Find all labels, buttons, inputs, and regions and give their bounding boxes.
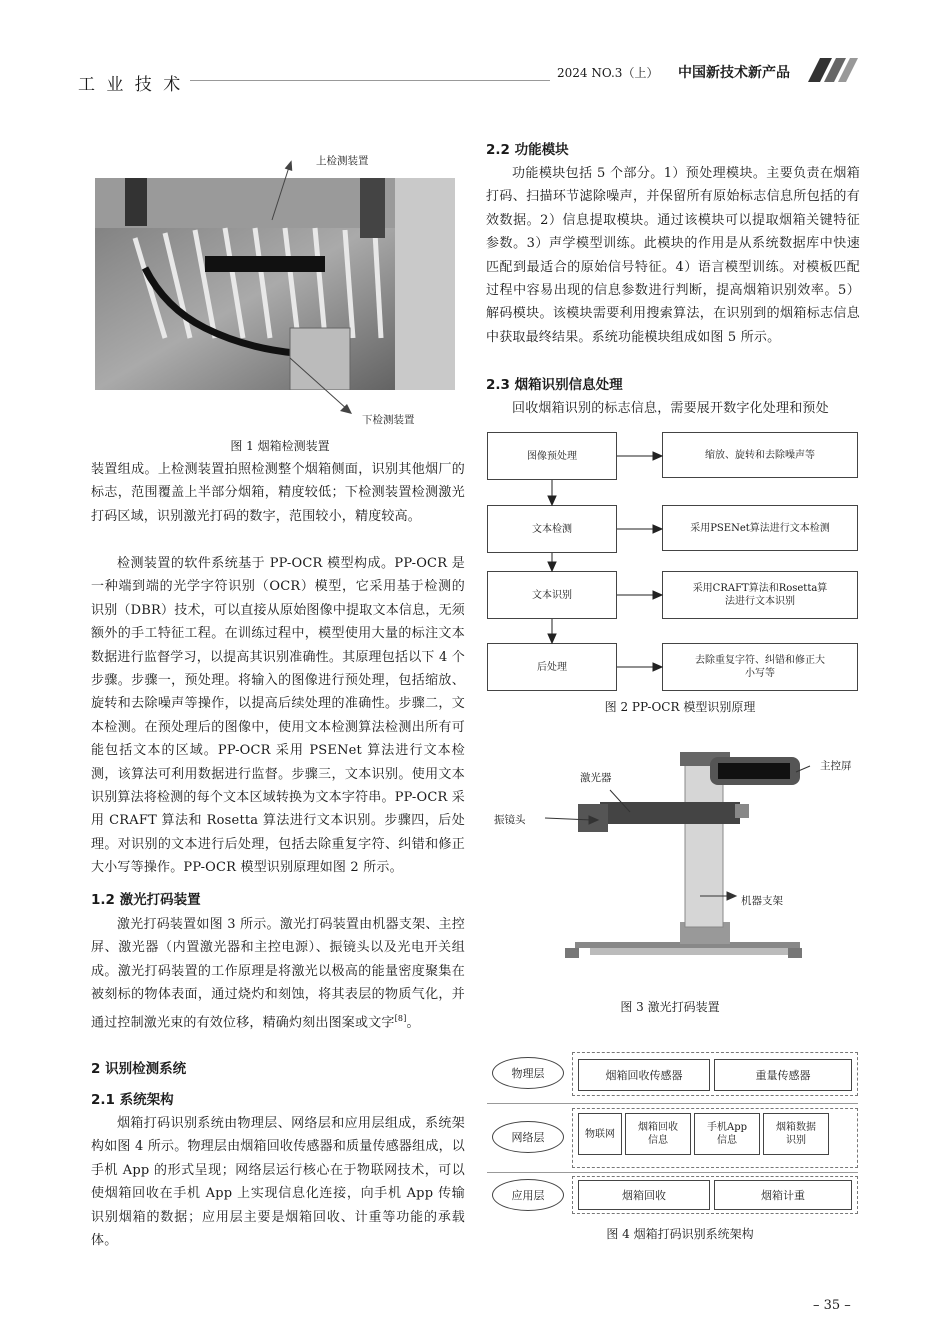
- fig1-arrows: [260, 160, 380, 420]
- left-paragraph-3-end: 。: [406, 1014, 420, 1030]
- fig4-caption: 图 4 烟箱打码识别系统架构: [606, 1227, 754, 1241]
- fig4-network-app-info: 手机App信息: [694, 1113, 760, 1155]
- fig2-detail-recognition: 采用CRAFT算法和Rosetta算法进行文本识别: [662, 571, 858, 619]
- fig2-arrows: [487, 432, 667, 692]
- fig3-caption: 图 3 激光打码装置: [620, 1000, 720, 1014]
- left-paragraph-3: [91, 913, 465, 1034]
- fig4-network-data-recog: 烟箱数据识别: [763, 1113, 829, 1155]
- heading-2-1: 2.1 系统架构: [91, 1092, 174, 1108]
- left-paragraph-1: 装置组成。上检测装置拍照检测整个烟箱侧面，识别其他烟厂的标志，范围覆盖上半部分烟箱，精度较低；下检测装置检测激光打码区域，识别激光打码的数字，范围较小，精度较高。: [91, 462, 465, 524]
- fig3-label-laser: 激光器: [580, 772, 612, 784]
- fig1-label-bottom: 下检测装置: [362, 414, 415, 426]
- fig3-label-stand: 机器支架: [741, 895, 783, 907]
- right-paragraph-6: 回收烟箱识别的标志信息，需要展开数字化处理和预处: [512, 401, 829, 416]
- left-paragraph-4: 烟箱打码识别系统由物理层、网络层和应用层组成，系统架构如图 4 所示。物理层由烟箱回收传感器和质量传感器组成，以手机 App 的形式呈现；网络层运行核心在于物联网技术，可以使烟箱回收在手机 App 上实现信息化连接，向手机 App 传输识别烟箱的数据；应用层主要是烟箱回收、计重等功能的承载体。: [91, 1116, 465, 1249]
- header-issue: 2024 NO.3（上）: [557, 66, 659, 80]
- fig4-app-weigh: 烟箱计重: [714, 1180, 852, 1210]
- fig2-step-recognition: 文本识别: [487, 571, 617, 619]
- heading-2-3: 2.3 烟箱识别信息处理: [486, 377, 623, 393]
- fig3-arrows: [540, 760, 830, 910]
- fig2-step-detection: 文本检测: [487, 505, 617, 553]
- fig2-detail-detection: 采用PSENet算法进行文本检测: [662, 505, 858, 551]
- fig3-label-screen: 主控屏: [820, 760, 852, 772]
- fig2-detail-postprocess: 去除重复字符、纠错和修正大小写等: [662, 643, 858, 691]
- fig4-divider-2: [487, 1172, 858, 1173]
- header-rule: [190, 80, 550, 81]
- page-number: – 35 –: [813, 1298, 851, 1313]
- fig4-layer-network: 网络层: [492, 1121, 564, 1153]
- fig2-step-preprocess: 图像预处理: [487, 432, 617, 480]
- citation-8: [8]: [394, 1013, 407, 1023]
- header-journal: 中国新技术新产品: [678, 65, 790, 81]
- right-paragraph-5: 功能模块包括 5 个部分。1）预处理模块。主要负责在烟箱打码、扫描环节滤除噪声，并保留所有原始标志信息所包括的有效数据。2）信息提取模块。通过该模块可以提取烟箱关键特征参数。3）声学模型训练。此模块的作用是从系统数据库中快速匹配到最适合的原始信号特征。4）语言模型训练。对模板匹配过程中容易出现的信息参数进行判断，提高烟箱识别效率。5）解码模块。该模块需要利用搜索算法，在识别到的烟箱标志信息中获取最终结果。系统功能模块组成如图 5 所示。: [486, 166, 860, 345]
- heading-1-2: 1.2 激光打码装置: [91, 892, 201, 908]
- fig4-app-recycle: 烟箱回收: [578, 1180, 710, 1210]
- header-section: 工 业 技 术: [78, 75, 184, 95]
- fig1-label-top: 上检测装置: [316, 155, 369, 167]
- left-paragraph-2: 检测装置的软件系统基于 PP-OCR 模型构成。PP-OCR 是一种端到端的光学字符识别（OCR）模型，它采用基于检测的识别（DBR）技术，可以直接从原始图像中提取文本信息，无须额外的手工特征工程。在训练过程中，模型使用大量的标注文本数据进行监督学习，以提高其识别准确性。其原理包括以下 4 个步骤。步骤一，预处理。将输入的图像进行预处理，包括缩放、旋转和去除噪声等操作，以提高后续处理的准确性。步骤二，文本检测。在预处理后的图像中，使用文本检测算法检测出所有可能包括文本的区域。PP-OCR 采用 PSENet 算法进行文本检测，该算法可利用数据进行监督。步骤三，文本识别。使用文本识别算法将检测的每个文本区域转换为文本字符串。PP-OCR 采用 CRAFT 算法和 Rosetta 算法进行文本识别。步骤四，后处理。对识别的文本进行后处理，包括去除重复字符、纠错和修正大小写等操作。PP-OCR 模型识别原理如图 2 所示。: [91, 556, 465, 876]
- left-paragraph-3-text: 激光打码装置如图 3 所示。激光打码装置由机器支架、主控屏、激光器（内置激光器和主控电源）、振镜头以及光电开关组成。激光打码装置的工作原理是将激光以极高的能量密度聚集在被刻标的物体表面，通过烧灼和刻蚀，将其表层的物质气化，并通过控制激光束的有效位移，精确灼刻出图案或文字: [91, 917, 465, 1030]
- fig3-label-galvo: 振镜头: [494, 814, 526, 826]
- fig4-network-iot: 物联网: [578, 1113, 622, 1155]
- header-logo-stripes: [808, 58, 863, 82]
- fig4-physical-weight-sensor: 重量传感器: [714, 1059, 852, 1091]
- fig2-caption: 图 2 PP-OCR 模型识别原理: [604, 700, 756, 714]
- fig4-layer-app: 应用层: [492, 1179, 564, 1211]
- fig4-divider-1: [487, 1103, 858, 1104]
- fig2-detail-preprocess: 缩放、旋转和去除噪声等: [662, 432, 858, 478]
- fig1-caption: 图 1 烟箱检测装置: [230, 439, 330, 453]
- heading-2-2: 2.2 功能模块: [486, 142, 569, 158]
- fig4-physical-recycle-sensor: 烟箱回收传感器: [578, 1059, 710, 1091]
- heading-2: 2 识别检测系统: [91, 1061, 187, 1077]
- fig4-network-recycle-info: 烟箱回收信息: [625, 1113, 691, 1155]
- fig4-layer-physical: 物理层: [492, 1057, 564, 1089]
- fig2-step-postprocess: 后处理: [487, 643, 617, 691]
